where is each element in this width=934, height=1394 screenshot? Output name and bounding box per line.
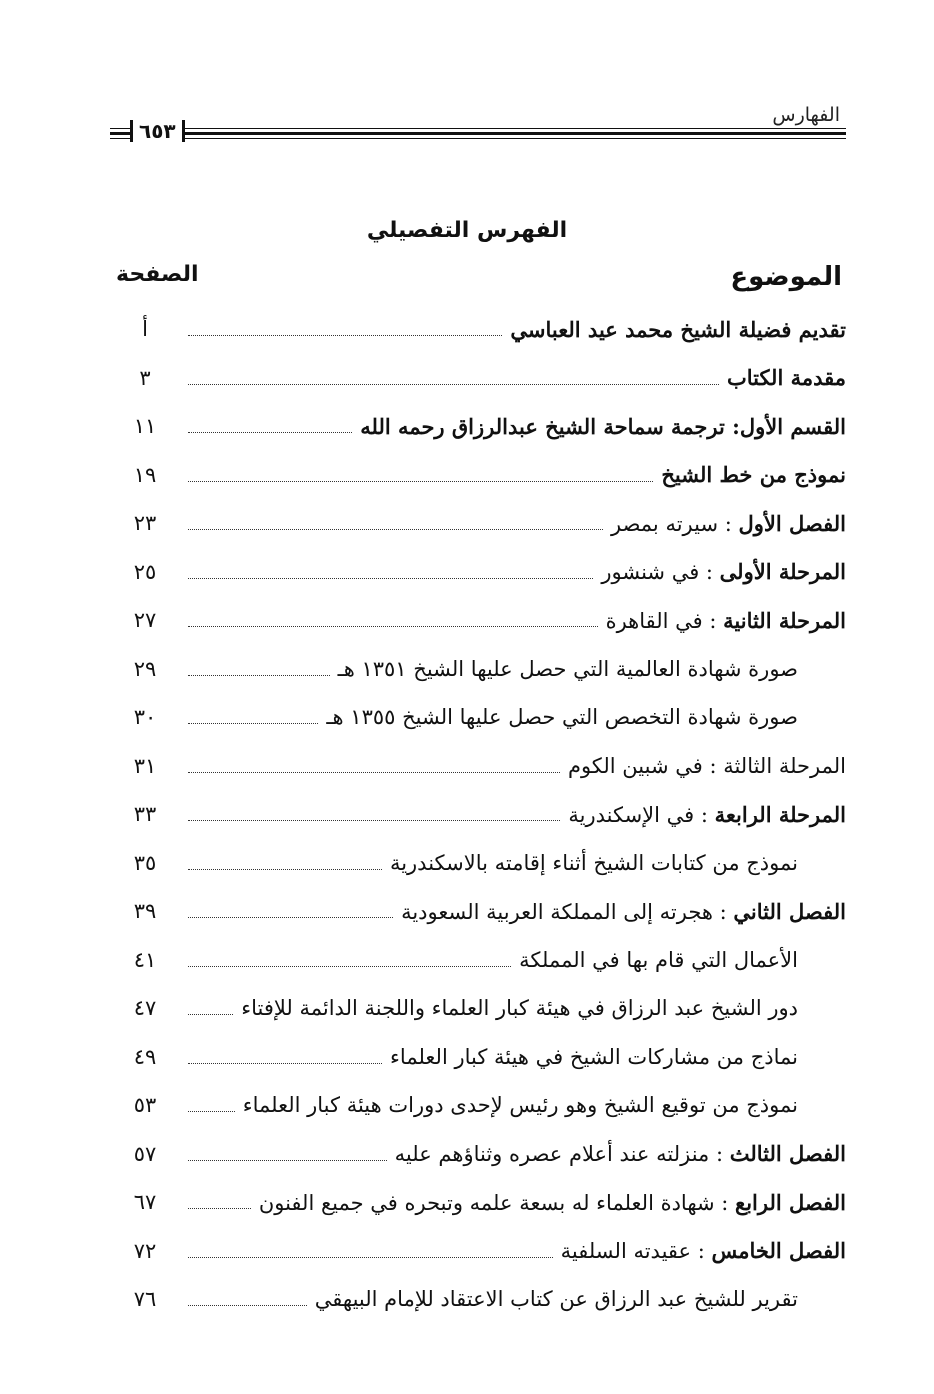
dot-leader <box>188 383 719 385</box>
toc-entry-text: تقديم فضيلة الشيخ محمد عيد العباسي <box>510 316 846 342</box>
toc-entry-text: تقرير للشيخ عبد الرزاق عن كتاب الاعتقاد للإمام البيهقي <box>314 1287 798 1312</box>
toc-entry <box>110 305 846 354</box>
toc-entry-text: نموذج من خط الشيخ <box>661 462 846 488</box>
dot-leader <box>188 674 330 676</box>
toc-entry <box>110 742 846 791</box>
toc-title: الفهرس التفصيلي <box>366 218 568 243</box>
toc-entry-title <box>241 996 798 1020</box>
toc-entry-lead: الفصل الخامس <box>711 1238 846 1264</box>
toc-entry-page: ٣٩ <box>133 899 157 924</box>
toc-entry <box>110 402 846 451</box>
toc-entry-title <box>510 317 846 342</box>
toc-entry-lead: الفصل الثالث <box>729 1141 846 1167</box>
toc-entry-lead: الفصل الأول <box>738 510 846 536</box>
dot-leader <box>188 1304 307 1306</box>
toc-entry <box>110 645 846 694</box>
toc-entry-title <box>519 948 798 972</box>
toc-entry <box>110 1275 846 1324</box>
toc-entry <box>110 354 846 403</box>
toc-entry-title <box>326 705 798 729</box>
toc-entry-title <box>390 851 798 875</box>
toc-entry-page: ٧٢ <box>133 1238 157 1263</box>
toc-entry-text: دور الشيخ عبد الرزاق في هيئة كبار العلماء واللجنة الدائمة للإفتاء <box>241 996 798 1021</box>
toc-entry <box>110 1081 846 1130</box>
toc-entry-page: ٣٣ <box>133 802 157 827</box>
toc-entry <box>110 1130 846 1179</box>
toc-entry-page: ٣١ <box>133 753 157 778</box>
toc-entry-title <box>395 1141 846 1166</box>
toc-entry-title <box>401 899 846 924</box>
toc-entry-page: ٤٩ <box>133 1044 157 1069</box>
toc-entry-page: ٢٩ <box>133 656 157 681</box>
header-rule <box>110 128 846 142</box>
toc-entry-page: ٥٧ <box>133 1141 157 1166</box>
toc-entry-page: ٤٧ <box>133 996 157 1021</box>
toc-entry-text: نموذج من كتابات الشيخ أثناء إقامته بالاسكندرية <box>389 850 798 875</box>
dot-leader <box>188 1110 235 1112</box>
toc-entry <box>110 839 846 888</box>
toc-entry-title <box>661 462 846 487</box>
toc-entry <box>110 1033 846 1082</box>
toc-entry-title <box>727 365 846 390</box>
toc-entry-title <box>315 1287 798 1311</box>
toc-entry-page: ١٩ <box>133 462 157 487</box>
toc-entry-title <box>360 414 846 439</box>
column-header-topic: الموضوع <box>730 262 842 292</box>
toc-entry-title <box>606 608 846 633</box>
toc-entry-lead: الفصل الرابع <box>735 1189 846 1215</box>
toc-entry <box>110 596 846 645</box>
toc-entry-title <box>568 802 846 827</box>
dot-leader <box>188 771 560 773</box>
toc-entry-text: الأعمال التي قام بها في المملكة <box>519 947 798 972</box>
toc-entry <box>110 887 846 936</box>
toc-entry-lead: المرحلة الرابعة <box>714 801 846 827</box>
toc-entry-lead: المرحلة الثانية <box>723 607 846 633</box>
toc-entry-title <box>568 754 846 778</box>
page-header <box>110 100 846 150</box>
toc-entry-text: صورة شهادة التخصص التي حصل عليها الشيخ ١٣٥٥ هـ <box>326 705 798 730</box>
toc-entry-page: ٢٣ <box>133 511 157 536</box>
dot-leader <box>188 625 598 627</box>
dot-leader <box>188 722 318 724</box>
column-header-page: الصفحة <box>116 262 199 287</box>
toc-entry-page: أ <box>142 317 148 342</box>
toc-entry-text: صورة شهادة العالمية التي حصل عليها الشيخ ١٣٥١ هـ <box>337 656 798 681</box>
toc-entry-title <box>561 1238 846 1263</box>
toc-entry-text: نماذج من مشاركات الشيخ في هيئة كبار العلماء <box>390 1044 798 1069</box>
toc-entry <box>110 1178 846 1227</box>
dot-leader <box>188 868 382 870</box>
dot-leader <box>188 1013 233 1015</box>
toc-entry-page: ٧٦ <box>133 1287 157 1312</box>
dot-leader <box>188 819 560 821</box>
toc-entry-text: مقدمة الكتاب <box>726 365 846 391</box>
dot-leader <box>188 1207 251 1209</box>
dot-leader <box>188 431 352 433</box>
toc-entry-page: ٣٥ <box>133 850 157 875</box>
toc-entry <box>110 548 846 597</box>
toc-entry-page: ٢٧ <box>133 608 157 633</box>
toc-entry-page: ١١ <box>133 414 157 439</box>
toc-entry-page: ٣ <box>139 365 151 390</box>
toc-entry <box>110 499 846 548</box>
toc-entry-lead: الفصل الثاني <box>733 898 846 924</box>
toc-entry-page: ٢٥ <box>133 559 157 584</box>
toc-entry <box>110 693 846 742</box>
dot-leader <box>188 480 653 482</box>
toc-entry-title <box>338 657 798 681</box>
toc-entry <box>110 451 846 500</box>
dot-leader <box>188 334 502 336</box>
toc-entry-page: ٣٠ <box>133 705 157 730</box>
page-number: ٦٥٣ <box>130 120 185 142</box>
table-of-contents <box>110 305 846 1324</box>
dot-leader <box>188 577 593 579</box>
dot-leader <box>188 1062 382 1064</box>
toc-entry-text: : في القاهرة <box>605 608 724 633</box>
dot-leader <box>188 916 393 918</box>
toc-entry-text: : شهادة العلماء له بسعة علمه وتبحره في جميع الفنون <box>258 1190 736 1215</box>
toc-entry-text: القسم الأول: ترجمة سماحة الشيخ عبدالرزاق رحمه الله <box>360 413 846 439</box>
toc-entry-title <box>243 1093 798 1117</box>
toc-entry-lead: المرحلة الأولى <box>719 559 846 585</box>
toc-entry-text: : هجرته إلى المملكة العربية السعودية <box>401 899 734 924</box>
toc-entry-page: ٤١ <box>133 947 157 972</box>
toc-entry-page: ٦٧ <box>133 1190 157 1215</box>
toc-entry-title <box>390 1045 798 1069</box>
toc-entry <box>110 936 846 985</box>
dot-leader <box>188 965 511 967</box>
toc-entry-text: : في الإسكندرية <box>568 802 715 827</box>
dot-leader <box>188 528 603 530</box>
toc-entry <box>110 984 846 1033</box>
toc-entry-text: : في شنشور <box>601 560 720 585</box>
toc-entry-text: : سيرته بمصر <box>610 511 739 536</box>
toc-entry-title <box>601 559 846 584</box>
toc-entry-title <box>259 1190 846 1215</box>
toc-entry-page: ٥٣ <box>133 1093 157 1118</box>
toc-entry-text: : منزلته عند أعلام عصره وثناؤهم عليه <box>394 1142 730 1167</box>
toc-entry <box>110 790 846 839</box>
running-title: الفهارس <box>772 104 840 126</box>
toc-entry-text: : عقيدته السلفية <box>560 1239 712 1264</box>
toc-entry-title <box>611 511 846 536</box>
toc-entry-text: نموذج من توقيع الشيخ وهو رئيس لإحدى دورات هيئة كبار العلماء <box>242 1093 798 1118</box>
dot-leader <box>188 1256 553 1258</box>
dot-leader <box>188 1159 387 1161</box>
toc-entry <box>110 1227 846 1276</box>
toc-entry-text: المرحلة الثالثة : في شبين الكوم <box>567 753 846 778</box>
